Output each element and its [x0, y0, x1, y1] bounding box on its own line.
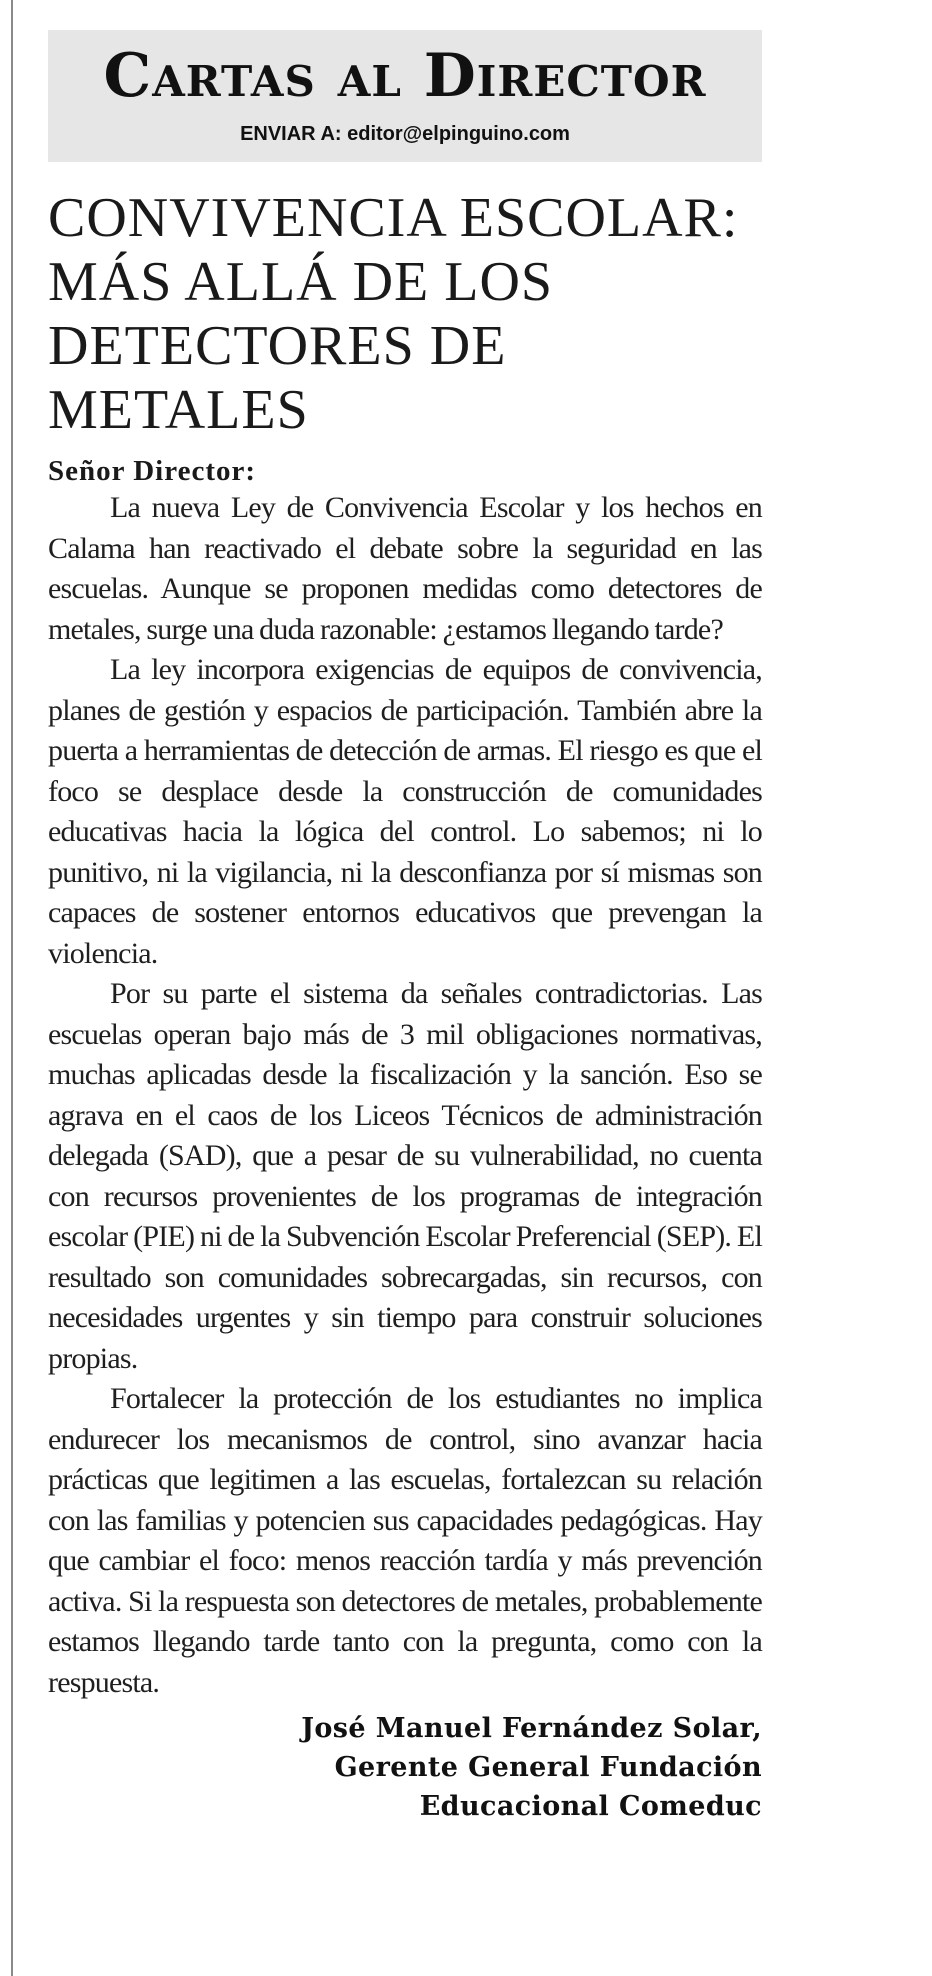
- column-divider: [11, 0, 13, 1976]
- author-organization: Educacional Comeduc: [419, 1791, 762, 1822]
- paragraph: Por su parte el sistema da señales contradictorias. Las escuelas operan bajo más de 3 mil obligaciones normativas, muchas aplicadas desde la fiscalización y la sanción. Eso se agrava en el caos de los Liceos Técnicos de administración delegada (SAD), que a pesar de su vulnerabilidad, no cuenta con recursos provenientes de los programas de integración escolar (PIE) ni de la Subvención Escolar Preferencial (SEP). El resultado son comunidades sobrecargadas, sin recursos, con necesidades urgentes y sin tiempo para construir soluciones propias.: [48, 977, 762, 1375]
- letters-column: [48, 30, 762, 1826]
- author-role: Gerente General Fundación: [334, 1752, 762, 1783]
- author-name: José Manuel Fernández Solar,: [301, 1713, 762, 1744]
- paragraph: La nueva Ley de Convivencia Escolar y los hechos en Calama han reactivado el debate sobre la seguridad en las escuelas. Aunque se proponen medidas como detectores de metales, surge una duda razonable: ¿estamos llegando tarde?: [48, 491, 762, 646]
- letter-headline: CONVIVENCIA ESCOLAR: MÁS ALLÁ DE LOS DETECTORES DE METALES: [48, 187, 739, 441]
- paragraph: Fortalecer la protección de los estudiantes no implica endurecer los mecanismos de control, sino avanzar hacia prácticas que legitimen a las escuelas, fortalezcan su relación con las familias y potencien sus capacidades pedagógicas. Hay que cambiar el foco: menos reacción tardía y más prevención activa. Si la respuesta son detectores de metales, probablemente estamos llegando tarde tanto con la pregunta, como con la respuesta.: [48, 1382, 762, 1699]
- salutation: Señor Director:: [48, 455, 257, 487]
- letter-body: [48, 488, 762, 1703]
- signature-block: [48, 1709, 762, 1826]
- section-header: [48, 30, 762, 162]
- send-to-email: ENVIAR A: editor@elpinguino.com: [240, 123, 570, 145]
- paragraph: La ley incorpora exigencias de equipos de convivencia, planes de gestión y espacios de participación. También abre la puerta a herramientas de detección de armas. El riesgo es que el foco se desplace desde la construcción de comunidades educativas hacia la lógica del control. Lo sabemos; ni lo punitivo, ni la vigilancia, ni la desconfianza por sí mismas son capaces de sostener entornos educativos que prevengan la violencia.: [48, 653, 762, 970]
- section-title: Cartas al Director: [103, 41, 707, 111]
